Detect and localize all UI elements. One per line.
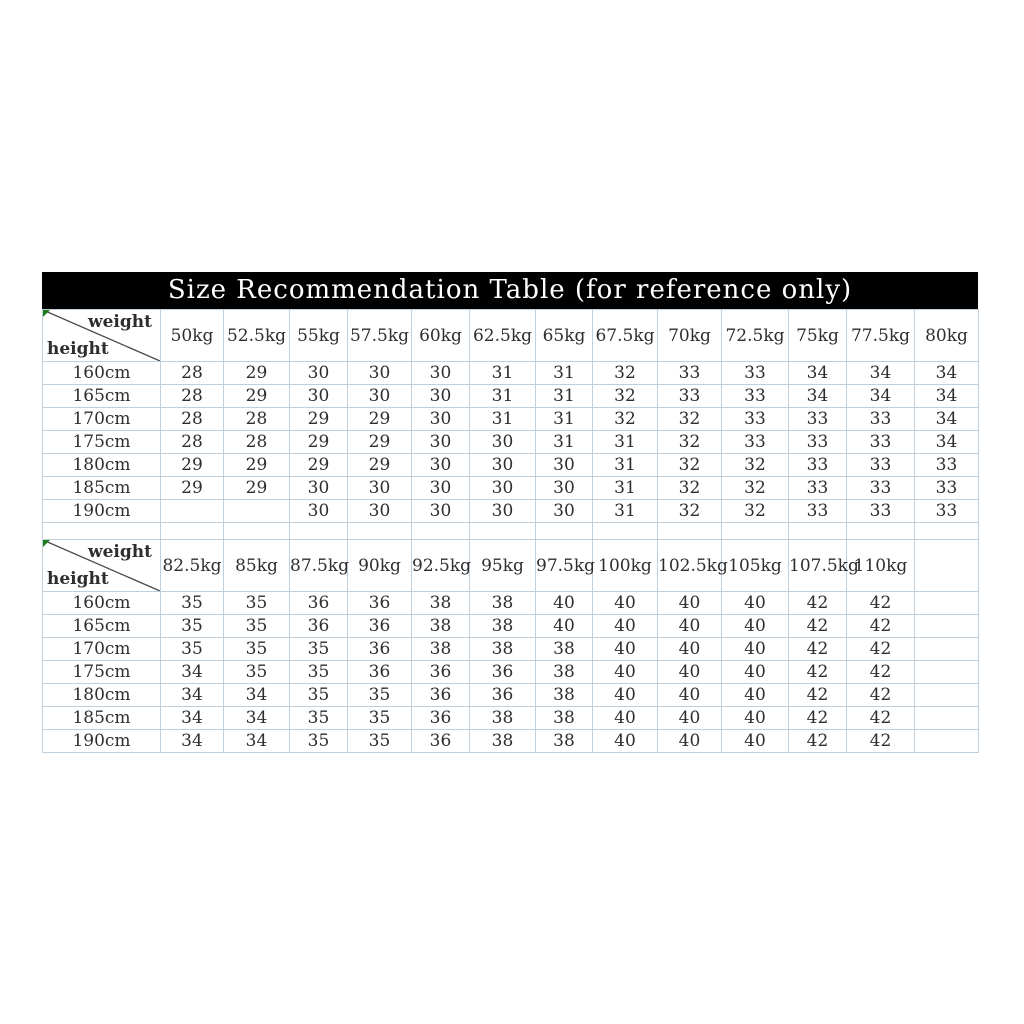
weight-column-header: 77.5kg (847, 310, 915, 362)
spacer-cell (658, 523, 722, 540)
size-value-cell: 40 (722, 638, 789, 661)
size-value-cell: 29 (224, 362, 290, 385)
size-value-cell: 36 (412, 707, 470, 730)
size-value-cell: 38 (470, 592, 536, 615)
spacer-cell (915, 523, 979, 540)
size-value-cell: 35 (348, 707, 412, 730)
size-value-cell: 36 (412, 684, 470, 707)
height-row-header: 180cm (43, 454, 161, 477)
size-value-cell: 40 (658, 707, 722, 730)
weight-axis-label: weight (87, 542, 152, 562)
spacer-cell (722, 523, 789, 540)
size-value-cell: 35 (224, 661, 290, 684)
size-value-cell: 34 (789, 362, 847, 385)
weight-column-header: 80kg (915, 310, 979, 362)
green-corner-marker-icon (43, 310, 50, 317)
size-value-cell: 29 (290, 408, 348, 431)
table-row (43, 362, 979, 385)
table-row (43, 707, 979, 730)
size-value-cell (915, 684, 979, 707)
weight-column-header: 100kg (593, 540, 658, 592)
size-value-cell: 35 (290, 730, 348, 753)
size-value-cell: 40 (658, 615, 722, 638)
table-header-row (43, 540, 979, 592)
size-value-cell: 36 (348, 638, 412, 661)
size-value-cell: 42 (789, 661, 847, 684)
size-value-cell: 40 (658, 592, 722, 615)
weight-column-header: 75kg (789, 310, 847, 362)
size-value-cell: 42 (847, 661, 915, 684)
height-row-header: 190cm (43, 500, 161, 523)
size-value-cell: 35 (224, 592, 290, 615)
weight-column-header: 70kg (658, 310, 722, 362)
weight-column-header (915, 540, 979, 592)
size-value-cell: 40 (593, 730, 658, 753)
size-value-cell: 40 (593, 615, 658, 638)
spacer-cell (43, 523, 161, 540)
size-value-cell: 31 (593, 431, 658, 454)
size-value-cell: 34 (915, 408, 979, 431)
table-row (43, 615, 979, 638)
size-value-cell: 40 (722, 615, 789, 638)
size-value-cell: 38 (536, 730, 593, 753)
size-value-cell: 36 (348, 615, 412, 638)
spacer-cell (470, 523, 536, 540)
table-row (43, 477, 979, 500)
size-value-cell: 33 (915, 500, 979, 523)
size-chart-sheet (42, 272, 978, 753)
weight-column-header: 67.5kg (593, 310, 658, 362)
weight-column-header: 82.5kg (161, 540, 224, 592)
size-value-cell: 28 (224, 431, 290, 454)
size-value-cell: 30 (412, 454, 470, 477)
size-value-cell: 35 (290, 684, 348, 707)
weight-column-header: 60kg (412, 310, 470, 362)
size-value-cell: 42 (847, 615, 915, 638)
height-row-header: 185cm (43, 707, 161, 730)
size-value-cell (915, 592, 979, 615)
weight-column-header: 92.5kg (412, 540, 470, 592)
size-value-cell: 29 (224, 385, 290, 408)
size-value-cell: 36 (348, 661, 412, 684)
table-row (43, 592, 979, 615)
table-row (43, 408, 979, 431)
size-value-cell: 42 (789, 684, 847, 707)
weight-column-header: 105kg (722, 540, 789, 592)
height-row-header: 175cm (43, 661, 161, 684)
size-value-cell: 30 (412, 500, 470, 523)
size-value-cell: 35 (290, 707, 348, 730)
size-value-cell: 32 (722, 500, 789, 523)
size-value-cell (915, 707, 979, 730)
size-value-cell: 35 (224, 638, 290, 661)
size-value-cell: 31 (536, 408, 593, 431)
weight-column-header: 90kg (348, 540, 412, 592)
size-value-cell: 40 (536, 592, 593, 615)
size-value-cell: 38 (470, 730, 536, 753)
size-value-cell: 35 (224, 615, 290, 638)
size-value-cell: 33 (789, 454, 847, 477)
spacer-cell (536, 523, 593, 540)
size-value-cell: 33 (915, 477, 979, 500)
height-row-header: 160cm (43, 592, 161, 615)
size-value-cell: 40 (722, 592, 789, 615)
size-value-cell: 40 (593, 661, 658, 684)
size-value-cell: 33 (722, 431, 789, 454)
size-value-cell: 28 (161, 385, 224, 408)
weight-column-header: 97.5kg (536, 540, 593, 592)
size-value-cell: 33 (722, 385, 789, 408)
weight-column-header: 65kg (536, 310, 593, 362)
size-value-cell (915, 615, 979, 638)
size-value-cell: 34 (915, 431, 979, 454)
size-value-cell: 40 (536, 615, 593, 638)
size-value-cell: 34 (915, 385, 979, 408)
size-value-cell: 29 (348, 408, 412, 431)
size-value-cell: 36 (412, 661, 470, 684)
size-value-cell: 35 (161, 592, 224, 615)
weight-column-header: 107.5kg (789, 540, 847, 592)
page-title: Size Recommendation Table (for reference only) (42, 272, 978, 309)
size-value-cell: 42 (847, 592, 915, 615)
weight-column-header: 55kg (290, 310, 348, 362)
size-value-cell: 34 (224, 730, 290, 753)
size-sheet-table (42, 309, 979, 753)
size-value-cell: 38 (536, 707, 593, 730)
size-value-cell: 40 (658, 661, 722, 684)
size-value-cell: 31 (593, 454, 658, 477)
size-value-cell: 30 (470, 500, 536, 523)
size-value-cell: 33 (658, 385, 722, 408)
green-corner-marker-icon (43, 540, 50, 547)
size-value-cell: 42 (789, 638, 847, 661)
height-axis-label: height (47, 569, 109, 589)
size-value-cell: 42 (789, 707, 847, 730)
size-value-cell: 36 (470, 684, 536, 707)
size-value-cell: 31 (536, 385, 593, 408)
table-row (43, 431, 979, 454)
height-row-header: 175cm (43, 431, 161, 454)
table-row (43, 500, 979, 523)
size-value-cell: 29 (290, 454, 348, 477)
size-value-cell: 42 (789, 730, 847, 753)
size-sheet-body (43, 310, 979, 753)
spacer-cell (224, 523, 290, 540)
size-value-cell: 32 (593, 362, 658, 385)
size-value-cell: 34 (915, 362, 979, 385)
height-row-header: 170cm (43, 408, 161, 431)
corner-cell (43, 310, 161, 362)
size-value-cell: 38 (412, 592, 470, 615)
size-value-cell: 29 (348, 431, 412, 454)
spacer-row (43, 523, 979, 540)
height-row-header: 190cm (43, 730, 161, 753)
table-row (43, 730, 979, 753)
size-value-cell: 40 (722, 730, 789, 753)
size-value-cell: 40 (593, 684, 658, 707)
size-value-cell: 30 (470, 454, 536, 477)
size-value-cell: 38 (470, 615, 536, 638)
size-value-cell: 30 (290, 500, 348, 523)
size-value-cell (915, 730, 979, 753)
size-value-cell: 31 (470, 385, 536, 408)
table-row (43, 661, 979, 684)
size-value-cell: 35 (290, 638, 348, 661)
size-value-cell: 31 (470, 362, 536, 385)
size-value-cell: 33 (847, 477, 915, 500)
size-value-cell: 33 (789, 431, 847, 454)
size-value-cell: 38 (470, 638, 536, 661)
table-row (43, 684, 979, 707)
size-value-cell: 40 (593, 592, 658, 615)
size-value-cell: 36 (412, 730, 470, 753)
size-value-cell: 33 (847, 454, 915, 477)
size-value-cell: 33 (847, 408, 915, 431)
size-value-cell: 35 (161, 615, 224, 638)
size-value-cell: 30 (348, 500, 412, 523)
size-value-cell: 35 (348, 684, 412, 707)
size-value-cell: 42 (847, 707, 915, 730)
size-value-cell: 29 (224, 477, 290, 500)
size-value-cell: 36 (290, 615, 348, 638)
table-header-row (43, 310, 979, 362)
size-value-cell: 30 (470, 431, 536, 454)
corner-cell (43, 540, 161, 592)
size-value-cell: 31 (470, 408, 536, 431)
height-row-header: 160cm (43, 362, 161, 385)
size-value-cell: 30 (536, 454, 593, 477)
size-value-cell: 28 (224, 408, 290, 431)
size-value-cell: 28 (161, 408, 224, 431)
size-value-cell: 42 (847, 638, 915, 661)
size-value-cell: 34 (161, 730, 224, 753)
size-value-cell (915, 638, 979, 661)
size-value-cell: 33 (915, 454, 979, 477)
size-value-cell: 33 (847, 431, 915, 454)
size-value-cell: 33 (789, 408, 847, 431)
size-value-cell: 40 (658, 730, 722, 753)
size-value-cell: 30 (348, 477, 412, 500)
size-value-cell: 32 (722, 454, 789, 477)
size-value-cell: 29 (224, 454, 290, 477)
weight-column-header: 95kg (470, 540, 536, 592)
size-value-cell: 38 (412, 638, 470, 661)
size-value-cell: 33 (847, 500, 915, 523)
height-row-header: 165cm (43, 615, 161, 638)
weight-column-header: 110kg (847, 540, 915, 592)
size-value-cell: 30 (412, 362, 470, 385)
size-value-cell: 30 (412, 385, 470, 408)
spacer-cell (789, 523, 847, 540)
weight-column-header: 72.5kg (722, 310, 789, 362)
table-row (43, 385, 979, 408)
size-value-cell: 35 (161, 638, 224, 661)
size-value-cell: 30 (536, 500, 593, 523)
spacer-cell (348, 523, 412, 540)
size-value-cell: 30 (290, 362, 348, 385)
size-value-cell: 36 (470, 661, 536, 684)
size-value-cell: 36 (348, 592, 412, 615)
size-value-cell: 34 (224, 684, 290, 707)
size-value-cell (915, 661, 979, 684)
size-value-cell: 34 (161, 661, 224, 684)
table-row (43, 454, 979, 477)
size-value-cell: 29 (161, 454, 224, 477)
size-value-cell: 34 (789, 385, 847, 408)
spacer-cell (847, 523, 915, 540)
weight-column-header: 85kg (224, 540, 290, 592)
size-value-cell: 38 (536, 684, 593, 707)
size-value-cell: 30 (348, 385, 412, 408)
size-value-cell: 33 (789, 500, 847, 523)
size-value-cell: 34 (224, 707, 290, 730)
size-value-cell: 40 (722, 684, 789, 707)
spacer-cell (161, 523, 224, 540)
size-value-cell: 32 (593, 385, 658, 408)
weight-axis-label: weight (87, 312, 152, 332)
weight-column-header: 50kg (161, 310, 224, 362)
spacer-cell (290, 523, 348, 540)
size-value-cell: 40 (658, 638, 722, 661)
size-value-cell: 29 (348, 454, 412, 477)
size-value-cell: 40 (722, 661, 789, 684)
height-row-header: 165cm (43, 385, 161, 408)
size-value-cell: 28 (161, 362, 224, 385)
size-value-cell: 34 (847, 362, 915, 385)
height-row-header: 180cm (43, 684, 161, 707)
size-value-cell: 30 (412, 431, 470, 454)
size-value-cell: 38 (536, 661, 593, 684)
size-value-cell: 31 (536, 362, 593, 385)
size-value-cell: 32 (593, 408, 658, 431)
weight-column-header: 102.5kg (658, 540, 722, 592)
size-value-cell: 29 (161, 477, 224, 500)
size-value-cell: 30 (290, 385, 348, 408)
height-row-header: 185cm (43, 477, 161, 500)
size-value-cell: 30 (412, 408, 470, 431)
size-value-cell: 32 (658, 431, 722, 454)
size-value-cell: 30 (348, 362, 412, 385)
size-value-cell: 42 (847, 684, 915, 707)
size-value-cell: 40 (593, 707, 658, 730)
size-value-cell: 30 (470, 477, 536, 500)
size-value-cell: 33 (722, 362, 789, 385)
size-value-cell: 34 (161, 707, 224, 730)
size-value-cell: 42 (789, 615, 847, 638)
size-value-cell: 30 (412, 477, 470, 500)
size-value-cell: 33 (789, 477, 847, 500)
size-value-cell: 35 (290, 661, 348, 684)
height-axis-label: height (47, 339, 109, 359)
size-value-cell: 38 (412, 615, 470, 638)
weight-column-header: 87.5kg (290, 540, 348, 592)
size-value-cell: 31 (593, 500, 658, 523)
table-row (43, 638, 979, 661)
size-value-cell: 34 (847, 385, 915, 408)
size-value-cell: 36 (290, 592, 348, 615)
size-value-cell: 35 (348, 730, 412, 753)
size-value-cell: 32 (658, 500, 722, 523)
weight-column-header: 62.5kg (470, 310, 536, 362)
size-value-cell: 40 (722, 707, 789, 730)
size-value-cell: 32 (658, 408, 722, 431)
size-value-cell: 29 (290, 431, 348, 454)
spacer-cell (593, 523, 658, 540)
size-value-cell (224, 500, 290, 523)
size-value-cell: 38 (470, 707, 536, 730)
size-value-cell: 40 (593, 638, 658, 661)
size-value-cell: 28 (161, 431, 224, 454)
size-value-cell: 32 (658, 477, 722, 500)
weight-column-header: 52.5kg (224, 310, 290, 362)
size-value-cell: 40 (658, 684, 722, 707)
size-value-cell: 42 (847, 730, 915, 753)
size-value-cell: 33 (722, 408, 789, 431)
size-value-cell: 32 (658, 454, 722, 477)
size-value-cell: 31 (536, 431, 593, 454)
size-value-cell: 30 (536, 477, 593, 500)
size-value-cell: 33 (658, 362, 722, 385)
weight-column-header: 57.5kg (348, 310, 412, 362)
size-value-cell: 38 (536, 638, 593, 661)
spacer-cell (412, 523, 470, 540)
height-row-header: 170cm (43, 638, 161, 661)
size-value-cell: 31 (593, 477, 658, 500)
size-value-cell: 30 (290, 477, 348, 500)
size-value-cell: 42 (789, 592, 847, 615)
size-value-cell (161, 500, 224, 523)
size-value-cell: 32 (722, 477, 789, 500)
size-value-cell: 34 (161, 684, 224, 707)
